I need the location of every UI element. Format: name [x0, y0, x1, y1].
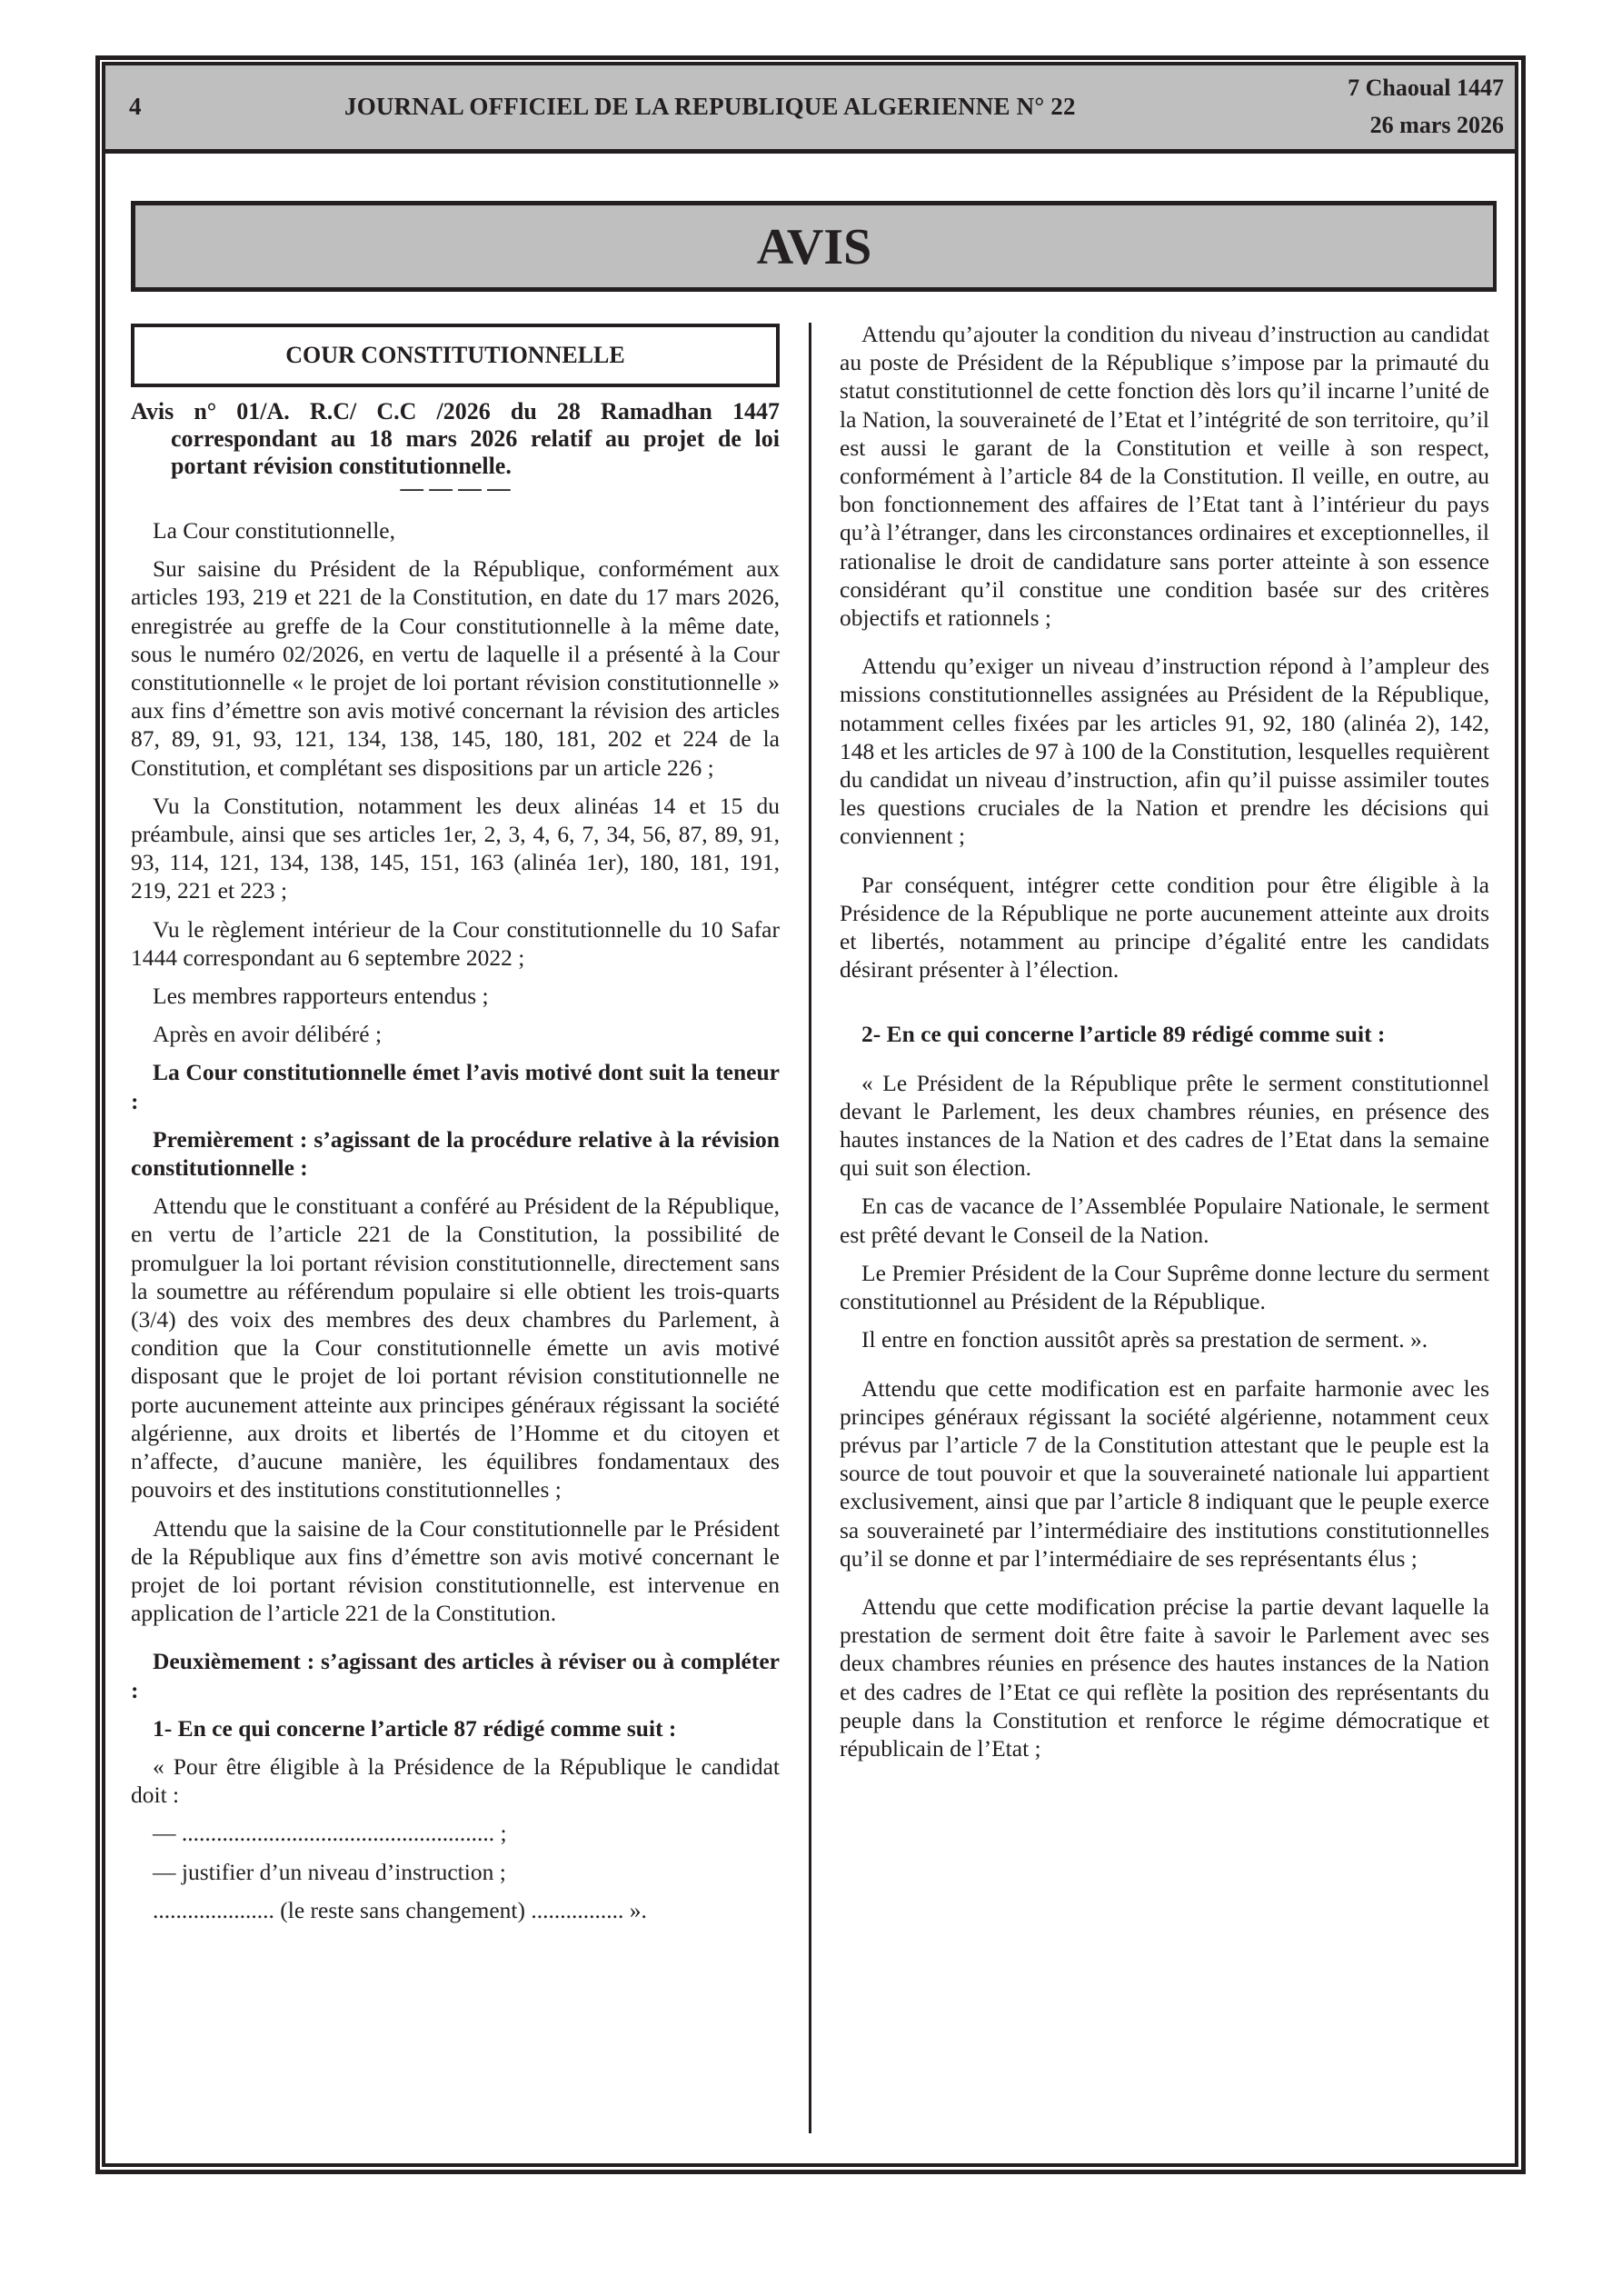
heading-article-87: 1- En ce qui concerne l’article 87 rédigé comme suit :	[153, 1714, 677, 1742]
institution-box	[131, 324, 780, 387]
list-item: — ...................................................... ;	[153, 1820, 507, 1847]
quoted-article: « Pour être éligible à la Présidence de la République le candidat doit :	[131, 1752, 780, 1809]
paragraph: Attendu que cette modification précise la partie devant laquelle la prestation de serment doit être faite à savoir le Parlement avec ses deux chambres réunies en présence des hautes instances de la Nation et des cadres de l’Etat ce qui reflète la position des représentants du peuple dans la Constitution et renforce le régime démocratique et républicain de l’Etat ;	[840, 1592, 1489, 1762]
separator: — — — —	[400, 474, 511, 501]
section-title: AVIS	[756, 219, 872, 275]
paragraph: Attendu que cette modification est en parfaite harmonie avec les principes généraux régissant la société algérienne, notamment ceux prévus par l’article 7 de la Constitution attestant que le peuple est la source de tout pouvoir et que la souveraineté nationale lui appartient exclusivement, ainsi que par l’article 8 indiquant que le peuple exerce sa souveraineté par l’intermédiaire des institutions constitutionnelles qu’il se donne et par l’intermédiaire de ses représentants élus ;	[840, 1374, 1489, 1572]
list-item: ..................... (le reste sans changement) ................ ».	[153, 1896, 647, 1923]
avis-reference: Avis n° 01/A. R.C/ C.C /2026 du 28 Ramadhan 1447 correspondant au 18 mars 2026 relatif au projet de loi portant révision constitutionnelle.	[131, 398, 780, 479]
paragraph: La Cour constitutionnelle,	[153, 517, 395, 544]
quoted-article: Il entre en fonction aussitôt après sa prestation de serment. ».	[861, 1326, 1428, 1353]
quoted-article: En cas de vacance de l’Assemblée Populaire Nationale, le serment est prêté devant le Conseil de la Nation.	[840, 1193, 1489, 1248]
paragraph: Les membres rapporteurs entendus ;	[153, 983, 489, 1010]
quoted-article: « Le Président de la République prête le serment constitutionnel devant le Parlement, les deux chambres réunies, en présence des hautes instances de la Nation et des cadres de l’Etat dans la semaine qui suit son élection.	[840, 1069, 1489, 1182]
paragraph: Attendu qu’ajouter la condition du niveau d’instruction au candidat au poste de Président de la République s’impose par la primauté du statut constitutionnel de cette fonction dès lors qu’il incarne l’unité de la Nation, la souveraineté de l’Etat et l’intégrité de son territoire, qu’il est aussi le garant de la Constitution et veille à son respect, conformément à l’article 84 de la Constitution. Il veille, en outre, au bon fonctionnement des affaires de l’Etat tant à l’intérieur du pays qu’à l’étranger, dans les circonstances ordinaires et exceptionnelles, il rationalise le droit de candidature sans porter atteinte à son essence considérant qu’il constitue une condition basée sur des critères objectifs et rationnels ;	[840, 321, 1489, 632]
paragraph: Vu la Constitution, notamment les deux alinéas 14 et 15 du préambule, ainsi que ses articles 1er, 2, 3, 4, 6, 7, 34, 56, 87, 89, 91, 93, 114, 121, 134, 138, 145, 151, 163 (alinéa 1er), 180, 181, 191, 219, 221 et 223 ;	[131, 792, 780, 904]
heading-avis-teneur: La Cour constitutionnelle émet l’avis motivé dont suit la teneur :	[131, 1059, 780, 1114]
paragraph: Sur saisine du Président de la République, conformément aux articles 193, 219 et 221 de la Constitution, en date du 17 mars 2026, enregistrée au greffe de la Cour constitutionnelle à la même date, sous le numéro 02/2026, en vertu de laquelle il a présenté à la Cour constitutionnelle « le projet de loi portant révision constitutionnelle » aux fins d’émettre son avis motivé concernant la révision des articles 87, 89, 91, 93, 121, 134, 138, 145, 180, 181, 202 et 224 de la Constitution, et complétant ses dispositions par un article 226 ;	[131, 555, 780, 781]
right-column	[840, 320, 1489, 1772]
paragraph: Par conséquent, intégrer cette condition pour être éligible à la Présidence de la République ne porte aucunement atteinte aux droits et libertés, notamment au principe d’égalité entre les candidats désirant présenter à l’élection.	[840, 871, 1489, 983]
journal-title: JOURNAL OFFICIEL DE LA REPUBLIQUE ALGERIENNE N° 22	[344, 93, 1076, 120]
heading-article-89: 2- En ce qui concerne l’article 89 rédigé comme suit :	[861, 1021, 1386, 1048]
institution-title: COUR CONSTITUTIONNELLE	[285, 342, 625, 368]
heading-premierement: Premièrement : s’agissant de la procédure relative à la révision constitutionnelle :	[131, 1125, 780, 1182]
issue-date	[1348, 69, 1504, 144]
paragraph: Attendu qu’exiger un niveau d’instruction répond à l’ampleur des missions constitutionnelles assignées au Président de la République, notamment celles fixées par les articles 91, 92, 180 (alinéa 2), 142, 148 et les articles de 97 à 100 de la Constitution, lesquelles requièrent du candidat un niveau d’instruction, afin qu’il puisse assimiler toutes les questions cruciales de la Nation et prendre les décisions qui conviennent ;	[840, 653, 1489, 850]
date-gregorian: 26 mars 2026	[1369, 112, 1504, 138]
journal-header	[105, 65, 1515, 154]
quoted-article: Le Premier Président de la Cour Suprême donne lecture du serment constitutionnel au Président de la République.	[840, 1259, 1489, 1315]
list-item: — justifier d’un niveau d’instruction ;	[153, 1858, 506, 1885]
paragraph: Après en avoir délibéré ;	[153, 1021, 383, 1048]
paragraph: Vu le règlement intérieur de la Cour constitutionnelle du 10 Safar 1444 correspondant au 6 septembre 2022 ;	[131, 915, 780, 971]
column-divider	[809, 323, 811, 2133]
left-column	[131, 324, 780, 1934]
paragraph: Attendu que le constituant a conféré au Président de la République, en vertu de l’article 221 de la Constitution, la possibilité de promulguer la loi portant révision constitutionnelle, directement sans la soumettre au référendum populaire si elle obtient les trois-quarts (3/4) des voix des membres des deux chambres du Parlement, à condition que la Cour constitutionnelle émette un avis motivé disposant que le projet de loi portant révision constitutionnelle ne porte aucunement atteinte aux principes généraux régissant la société algérienne, aux droits et libertés de l’Homme et du citoyen et n’affecte, d’aucune manière, les équilibres fondamentaux des pouvoirs et des institutions constitutionnelles ;	[131, 1193, 780, 1503]
date-hijri: 7 Chaoual 1447	[1348, 75, 1504, 101]
heading-deuxiemement: Deuxièmement : s’agissant des articles à réviser ou à compléter :	[131, 1648, 780, 1703]
paragraph: Attendu que la saisine de la Cour constitutionnelle par le Président de la République aux fins d’émettre son avis motivé concernant le projet de loi portant révision constitutionnelle, est intervenue en application de l’article 221 de la Constitution.	[131, 1514, 780, 1627]
page-number: 4	[129, 93, 142, 120]
section-banner	[131, 201, 1497, 292]
